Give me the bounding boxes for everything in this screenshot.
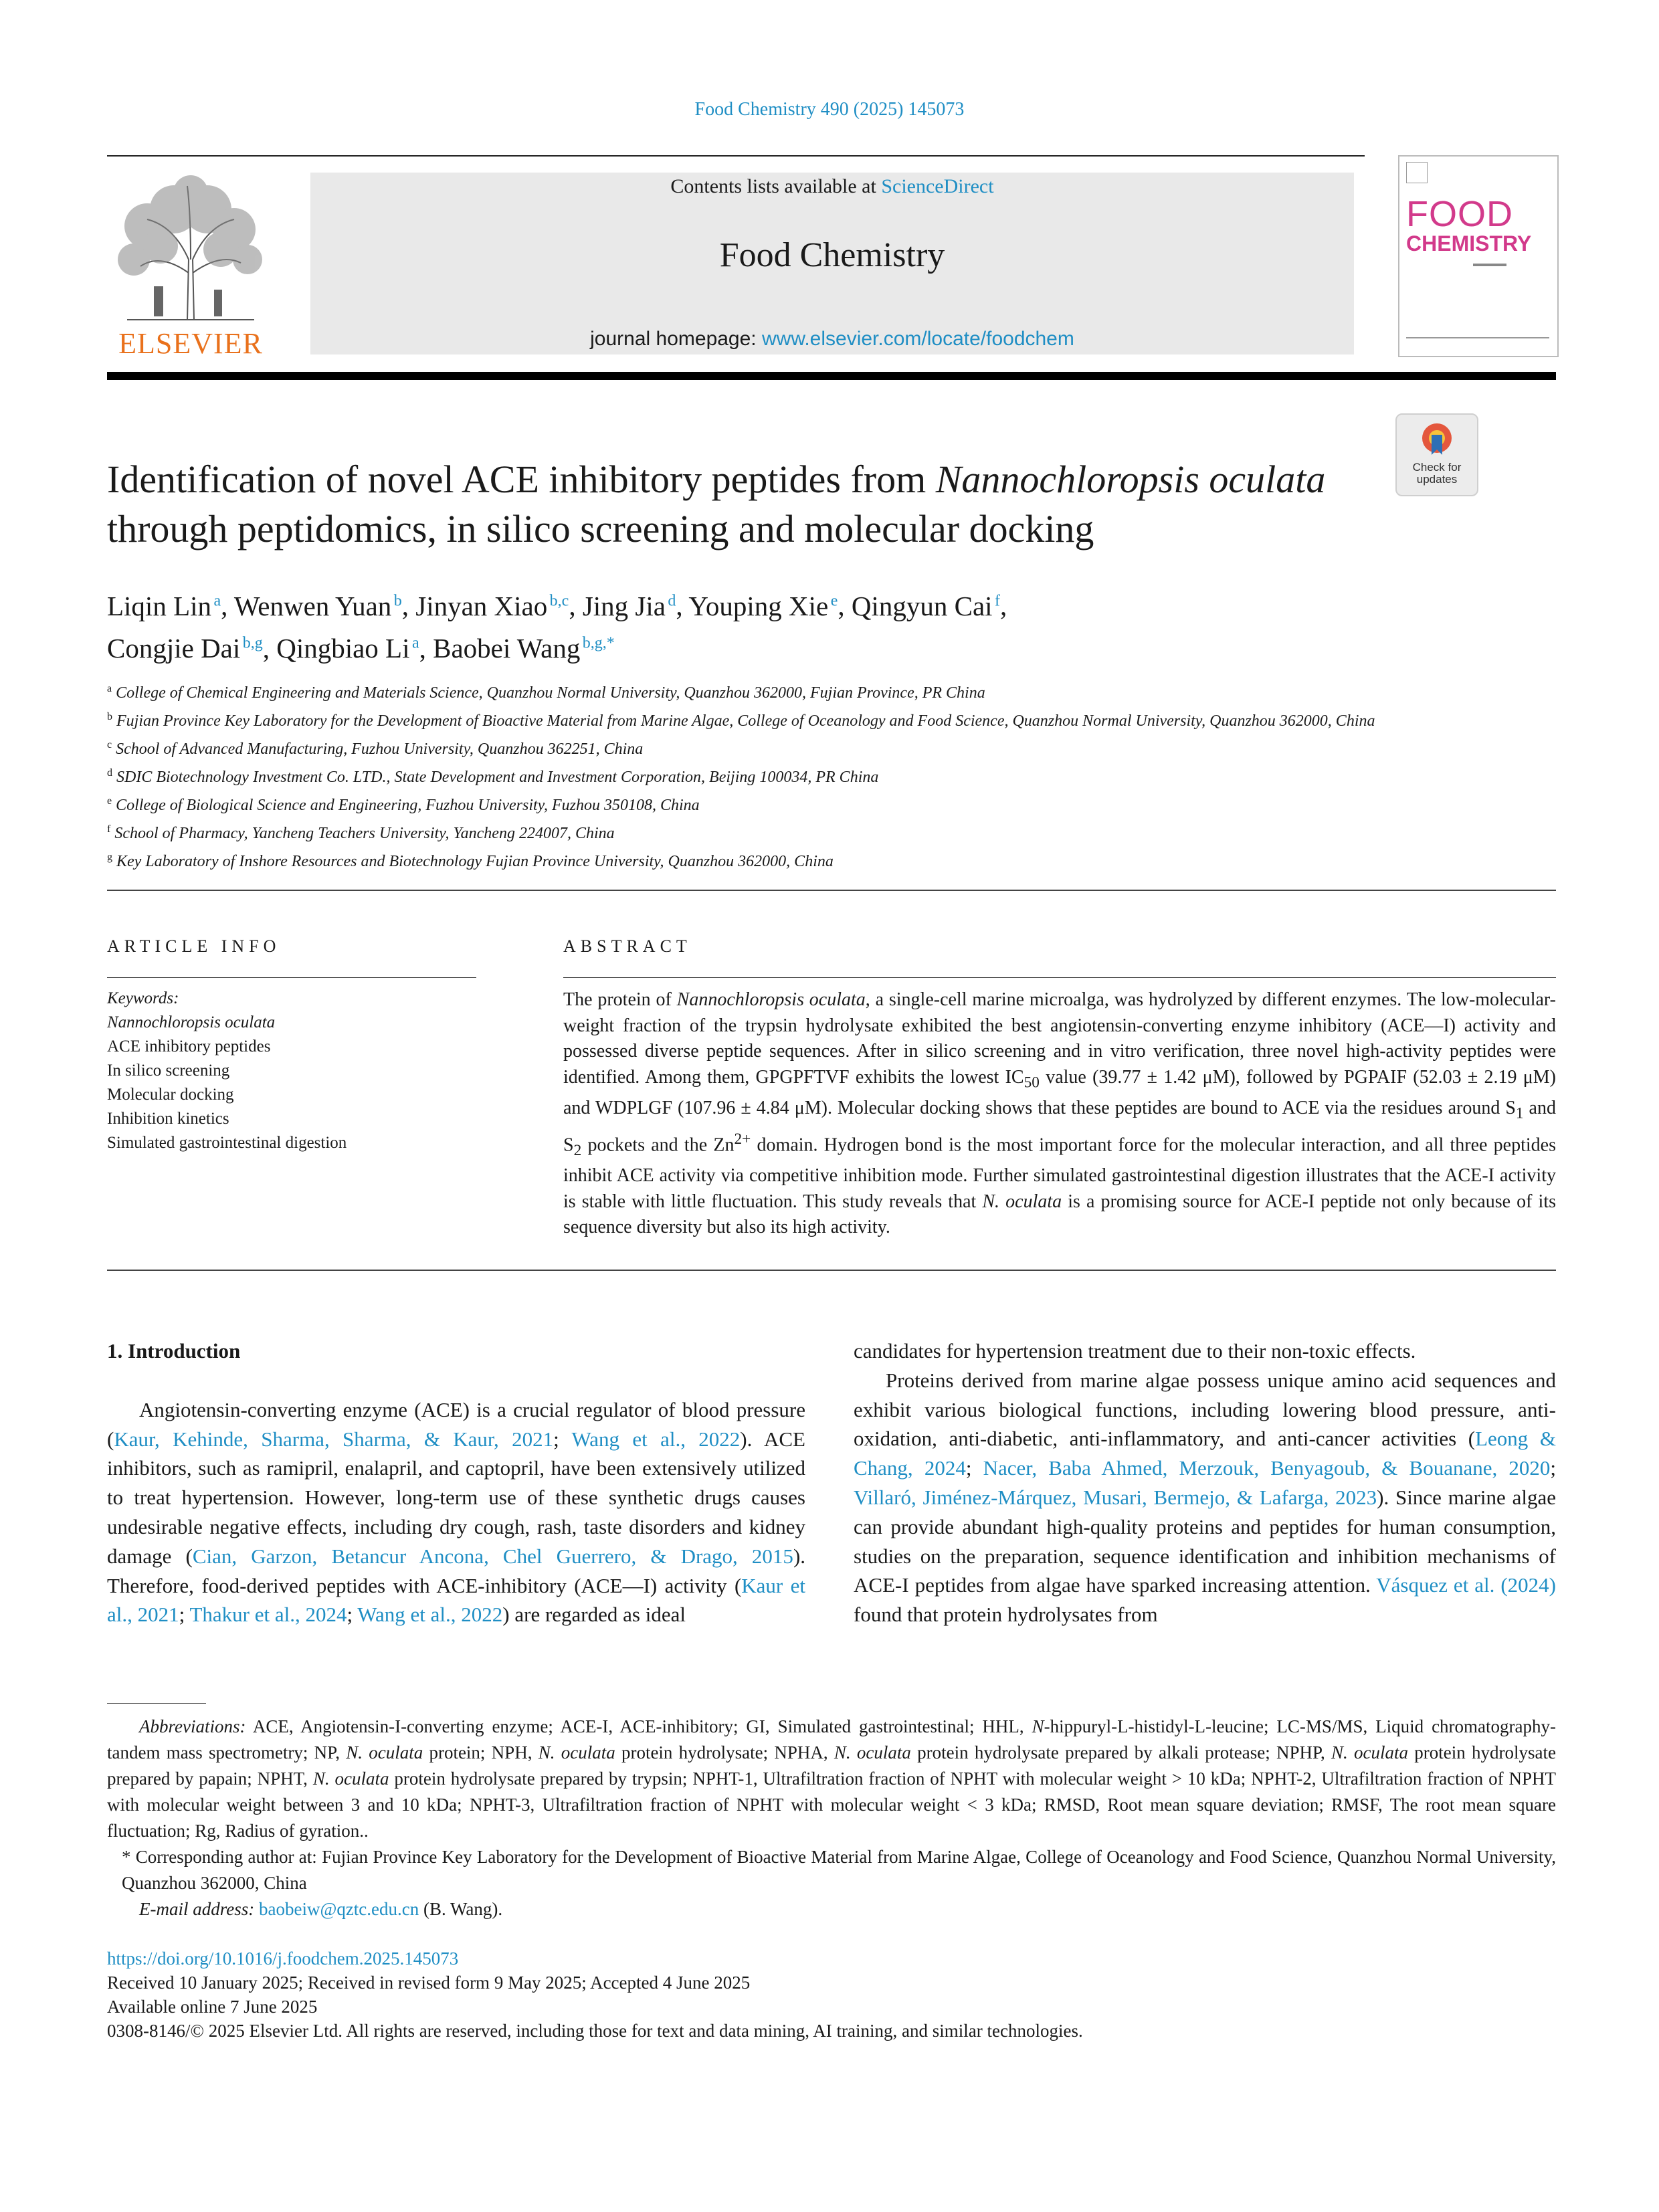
journal-name: Food Chemistry	[719, 236, 945, 274]
received-dates: Received 10 January 2025; Received in revised form 9 May 2025; Accepted 4 June 2025	[107, 1973, 751, 1993]
citation-link[interactable]: Kaur, Kehinde, Sharma, Sharma, & Kaur, 2021	[114, 1427, 554, 1451]
check-for-updates-badge[interactable]: Check for updates	[1395, 413, 1478, 496]
affiliation: $^a$ College of Chemical Engineering and Materials Science, Quanzhou Normal University, Quanzhou 362000, Fujian Province, PR China	[107, 683, 985, 702]
author[interactable]: Jing Jia $^d$	[582, 590, 676, 621]
affiliations	[107, 677, 1445, 874]
homepage-link[interactable]: www.elsevier.com/locate/foodchem	[761, 328, 1074, 350]
affiliation: $^f$ School of Pharmacy, Yancheng Teachers University, Yancheng 224007, China	[107, 823, 615, 842]
author[interactable]: Baobei Wang $^{b,g,*}$	[433, 633, 615, 664]
keyword: Inhibition kinetics	[107, 1110, 229, 1128]
keyword: Nannochloropsis oculata	[107, 1013, 276, 1031]
email-footnote: E-mail address: baobeiw@qztc.edu.cn (B. Wang).	[139, 1899, 503, 1919]
author[interactable]: Qingbiao Li $^a$	[276, 633, 419, 664]
author[interactable]: Youping Xie $^e$	[688, 590, 838, 621]
citation-link[interactable]: Wang et al., 2022	[571, 1427, 741, 1451]
sciencedirect-link[interactable]: ScienceDirect	[881, 175, 994, 197]
citation-link[interactable]: Kaur et al., 2021	[107, 1573, 806, 1627]
author[interactable]: Congjie Dai $^{b,g}$	[107, 633, 263, 664]
divider	[107, 977, 476, 978]
divider	[563, 977, 1556, 978]
keyword: ACE inhibitory peptides	[107, 1037, 271, 1055]
citation-link[interactable]: Leong & Chang, 2024	[854, 1427, 1557, 1480]
body-paragraph: Proteins derived from marine algae possess unique amino acid sequences and exhibit various biological functions, including lowering blood pressure, anti-oxidation, anti-diabetic, anti-inflammatory, and anti-cancer activities (Leong & Chang, 2024; Nacer, Baba Ahmed, Merzouk, Benyagoub, & Bouanane, 2020; Villaró, Jiménez-Márquez, Musari, Bermejo, & Lafarga, 2023). Since marine algae can provide abundant high-quality proteins and peptides for human consumption, studies on the preparation, sequence identification and inhibition mechanisms of ACE-I peptides from algae have sparked increasing attention. Vásquez et al. (2024) found that protein hydrolysates from	[854, 1368, 1557, 1627]
citation-link[interactable]: Villaró, Jiménez-Márquez, Musari, Bermejo, & Lafarga, 2023	[854, 1485, 1377, 1509]
citation-link[interactable]: Thakur et al., 2024	[189, 1603, 347, 1627]
copyright: 0308-8146/© 2025 Elsevier Ltd. All rights are reserved, including those for text and data mining, AI training, and similar technologies.	[107, 2021, 1083, 2041]
keyword: Simulated gastrointestinal digestion	[107, 1134, 347, 1152]
header-rule	[107, 155, 1365, 157]
author[interactable]: Liqin Lin $^a$	[107, 590, 221, 621]
article-title: Identification of novel ACE inhibitory peptides from Nannochloropsis oculata through peptidomics, in silico screening and molecular docking	[107, 458, 1326, 550]
affiliation: $^g$ Key Laboratory of Inshore Resources and Biotechnology Fujian Province University, Quanzhou 362000, China	[107, 851, 834, 870]
bookmark-icon	[1420, 421, 1454, 459]
elsevier-wordmark[interactable]: ELSEVIER	[118, 327, 263, 360]
body-paragraph: candidates for hypertension treatment due to their non-toxic effects.	[854, 1339, 1416, 1363]
abstract-text: The protein of Nannochloropsis oculata, a single-cell marine microalga, was hydrolyzed by different enzymes. The low-molecular-weight fraction of the trypsin hydrolysate exhibited the best angiotensin-converting enzyme inhibitory (ACE—I) activity and possessed diverse peptide sequences. After in silico screening and in vitro verification, three novel high-activity peptides were identified. Among them, GPGPFTVF exhibits the lowest $IC_{50}$ value (39.77 ± 1.42 μM), followed by PGPAIF (52.03 ± 2.19 μM) and WDPLGF (107.96 ± 4.84 μM). Molecular docking shows that these peptides are bound to ACE via the residues around $S_1$ and $S_2$ pockets and the $Zn^{2+}$ domain. Hydrogen bond is the most important force for the molecular interaction, and all three peptides inhibit ACE activity via competitive inhibition mode. Further simulated gastrointestinal digestion illustrates that the ACE-I activity is stable with little fluctuation. This study reveals that N. oculata is a promising source for ACE-I peptide not only because of its sequence diversity but also its high activity.	[563, 989, 1557, 1238]
abbreviations-footnote: Abbreviations: ACE, Angiotensin-I-converting enzyme; ACE-I, ACE-inhibitory; GI, Simulated gastrointestinal; HHL, N-hippuryl-L-histidyl-L-leucine; LC-MS/MS, Liquid chromatography-tandem mass spectrometry; NP, N. oculata protein; NPH, N. oculata protein hydrolysate; NPHA, N. oculata protein hydrolysate prepared by alkali protease; NPHP, N. oculata protein hydrolysate prepared by papain; NPHT, N. oculata protein hydrolysate prepared by trypsin; NPHT-1, Ultrafiltration fraction of NPHT with molecular weight > 10 kDa; NPHT-2, Ultrafiltration fraction of NPHT with molecular weight between 3 and 10 kDa; NPHT-3, Ultrafiltration fraction of NPHT with molecular weight < 3 kDa; RMSD, Root mean square deviation; RMSF, The root mean square fluctuation; Rg, Radius of gyration..	[107, 1716, 1556, 1841]
corresponding-author-footnote: * Corresponding author at: Fujian Province Key Laboratory for the Development of Bioactive Material from Marine Algae, College of Oceanology and Food Science, Quanzhou Normal University, Quanzhou 362000, China	[122, 1847, 1556, 1893]
keyword: In silico screening	[107, 1062, 230, 1080]
keywords: Keywords: Nannochloropsis oculata ACE inhibitory peptides In silico screening Molecular docking Inhibition kinetics Simulated gastrointestinal digestion	[107, 987, 482, 1155]
divider	[107, 1270, 1556, 1271]
author-list: Liqin Lin $^a$, Wenwen Yuan $^b$, Jinyan Xiao $^{b,c}$, Jing Jia $^d$, Youping Xie $^e$, Qingyun Cai $^f$, Congjie Dai $^{b,g}$, Qingbiao Li $^a$, Baobei Wang $^{b,g,*}$	[107, 590, 1007, 664]
email-link[interactable]: baobeiw@qztc.edu.cn	[258, 1899, 419, 1919]
footnote-rule	[107, 1703, 206, 1704]
intro-right-column	[854, 1336, 1556, 1629]
cover-title-food: FOOD	[1406, 194, 1513, 234]
keyword: Molecular docking	[107, 1086, 234, 1104]
cover-title-chemistry: CHEMISTRY	[1406, 231, 1532, 256]
journal-citation[interactable]: Food Chemistry 490 (2025) 145073	[694, 99, 965, 120]
section-heading-introduction: 1. Introduction	[107, 1339, 241, 1363]
journal-cover-thumbnail[interactable]	[1398, 155, 1559, 357]
citation-link[interactable]: Wang et al., 2022	[357, 1603, 503, 1627]
author[interactable]: Jinyan Xiao $^{b,c}$	[415, 590, 569, 621]
contents-line: Contents lists available at ScienceDirect	[670, 175, 994, 197]
affiliation: $^e$ College of Biological Science and Engineering, Fuzhou University, Fuzhou 350108, China	[107, 795, 700, 814]
citation-link[interactable]: Nacer, Baba Ahmed, Merzouk, Benyagoub, & Bouanane, 2020	[983, 1456, 1551, 1480]
author[interactable]: Qingyun Cai $^f$	[851, 590, 1000, 621]
body-paragraph: Angiotensin-converting enzyme (ACE) is a crucial regulator of blood pressure (Kaur, Kehinde, Sharma, Sharma, & Kaur, 2021; Wang et al., 2022). ACE inhibitors, such as ramipril, enalapril, and captopril, have been extensively utilized to treat hypertension. However, long-term use of these synthetic drugs causes undesirable negative effects, including dry cough, rash, taste disorders and kidney damage (Cian, Garzon, Betancur Ancona, Chel Guerrero, & Drago, 2015). Therefore, food-derived peptides with ACE-inhibitory (ACE—I) activity (Kaur et al., 2021; Thakur et al., 2024; Wang et al., 2022) are regarded as ideal	[107, 1397, 806, 1627]
available-online: Available online 7 June 2025	[107, 1997, 318, 2017]
author[interactable]: Wenwen Yuan $^b$	[233, 590, 402, 621]
divider	[107, 890, 1556, 891]
footnotes	[107, 1714, 1556, 1922]
article-info-heading: ARTICLE INFO	[107, 936, 281, 956]
journal-homepage: journal homepage: www.elsevier.com/locate/foodchem	[590, 328, 1074, 350]
masthead-rule	[107, 372, 1556, 380]
intro-left-column	[107, 1336, 805, 1629]
affiliation: $^d$ SDIC Biotechnology Investment Co. LTD., State Development and Investment Corporation, Beijing 100034, PR China	[107, 767, 879, 786]
citation-link[interactable]: Vásquez et al. (2024)	[1376, 1573, 1556, 1597]
affiliation: $^b$ Fujian Province Key Laboratory for the Development of Bioactive Material from Marine Algae, College of Oceanology and Food Science, Quanzhou Normal University, Quanzhou 362000, China	[107, 711, 1375, 730]
doi-link[interactable]: https://doi.org/10.1016/j.foodchem.2025.145073	[107, 1948, 459, 1969]
publication-info	[107, 1946, 1556, 2043]
citation-link[interactable]: Cian, Garzon, Betancur Ancona, Chel Guerrero, & Drago, 2015	[192, 1544, 793, 1568]
affiliation: $^c$ School of Advanced Manufacturing, Fuzhou University, Quanzhou 362251, China	[107, 739, 644, 758]
abstract-heading: ABSTRACT	[563, 936, 692, 956]
